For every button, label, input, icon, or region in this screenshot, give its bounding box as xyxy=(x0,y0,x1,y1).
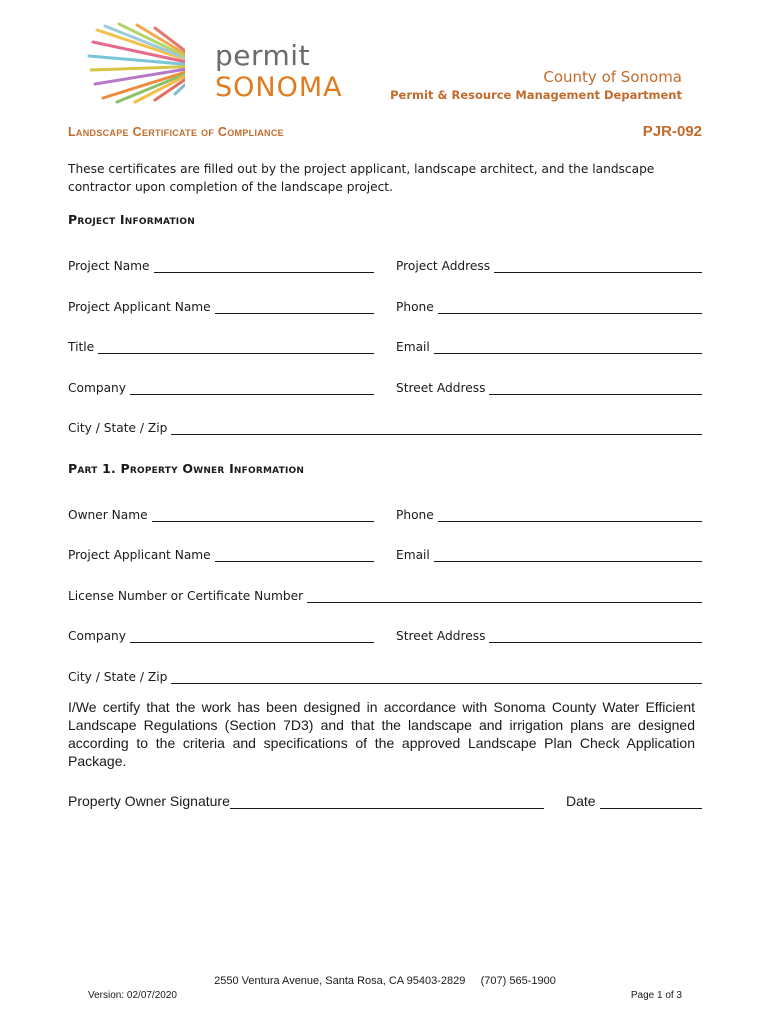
owner-company-input-line[interactable] xyxy=(130,629,374,643)
company-input-line[interactable] xyxy=(130,381,374,395)
email-field[interactable] xyxy=(396,336,702,354)
title-label: Title xyxy=(68,340,95,354)
owner-company-field[interactable] xyxy=(68,625,374,643)
license-number-label: License Number or Certificate Number xyxy=(68,589,304,603)
project-address-field[interactable] xyxy=(396,255,702,273)
owner-company-label: Company xyxy=(68,629,126,643)
logo-sonoma-text: SONOMA xyxy=(215,72,343,103)
section-part1-owner-information: Part 1. Property Owner Information xyxy=(68,461,305,476)
footer-address: 2550 Ventura Avenue, Santa Rosa, CA 95403-2829 (707) 565-1900 xyxy=(214,975,556,987)
phone-label: Phone xyxy=(396,300,434,314)
project-name-field[interactable] xyxy=(68,255,374,273)
department-name: Permit & Resource Management Department xyxy=(390,88,682,102)
phone-input-line[interactable] xyxy=(438,300,702,314)
street-address-input-line[interactable] xyxy=(489,381,702,395)
owner-applicant-name-field[interactable] xyxy=(68,544,374,562)
date-label: Date xyxy=(566,793,596,809)
applicant-name-label: Project Applicant Name xyxy=(68,300,211,314)
owner-email-label: Email xyxy=(396,548,430,562)
owner-applicant-name-label: Project Applicant Name xyxy=(68,548,211,562)
owner-phone-field[interactable] xyxy=(396,504,702,522)
logo-permit-text: permit xyxy=(215,39,311,72)
owner-email-field[interactable] xyxy=(396,544,702,562)
company-field[interactable] xyxy=(68,377,374,395)
owner-name-label: Owner Name xyxy=(68,508,148,522)
intro-text: These certificates are filled out by the project applicant, landscape architect, and the landscape contractor upon completion of the landscape project. xyxy=(68,162,655,194)
form-title: Landscape Certificate of Compliance xyxy=(68,125,284,139)
owner-signature-label: Property Owner Signature xyxy=(68,793,230,809)
project-address-input-line[interactable] xyxy=(494,259,702,273)
company-label: Company xyxy=(68,381,126,395)
owner-street-address-input-line[interactable] xyxy=(489,629,702,643)
owner-phone-input-line[interactable] xyxy=(438,508,702,522)
certification-statement: I/We certify that the work has been designed in accordance with Sonoma County Water Efficient Landscape Regulations (Section 7D3) and that the landscape and irrigation plans are designed according to the criteria and specifications of the approved Landscape Plan Check Application Package. xyxy=(68,699,695,769)
phone-field[interactable] xyxy=(396,296,702,314)
project-name-input-line[interactable] xyxy=(154,259,374,273)
owner-name-input-line[interactable] xyxy=(152,508,374,522)
date-input-line[interactable] xyxy=(600,794,702,809)
title-field[interactable] xyxy=(68,336,374,354)
city-state-zip-field[interactable] xyxy=(68,417,702,435)
footer-page-number: Page 1 of 3 xyxy=(630,990,682,1001)
email-label: Email xyxy=(396,340,430,354)
applicant-name-input-line[interactable] xyxy=(215,300,374,314)
date-field[interactable] xyxy=(566,789,702,809)
applicant-name-field[interactable] xyxy=(68,296,374,314)
owner-phone-label: Phone xyxy=(396,508,434,522)
owner-city-state-zip-field[interactable] xyxy=(68,666,702,684)
street-address-label: Street Address xyxy=(396,381,486,395)
form-code: PJR-092 xyxy=(642,123,702,140)
owner-street-address-field[interactable] xyxy=(396,625,702,643)
owner-name-field[interactable] xyxy=(68,504,374,522)
license-number-input-line[interactable] xyxy=(307,589,702,603)
license-number-field[interactable] xyxy=(68,585,702,603)
project-address-label: Project Address xyxy=(396,259,491,273)
owner-signature-field[interactable] xyxy=(68,789,544,809)
footer-version: Version: 02/07/2020 xyxy=(88,990,177,1001)
owner-signature-input-line[interactable] xyxy=(230,794,544,809)
section-project-information: Project Information xyxy=(68,212,195,227)
street-address-field[interactable] xyxy=(396,377,702,395)
county-name: County of Sonoma xyxy=(543,68,682,86)
title-input-line[interactable] xyxy=(98,340,374,354)
owner-city-state-zip-input-line[interactable] xyxy=(171,670,702,684)
owner-email-input-line[interactable] xyxy=(434,548,702,562)
city-state-zip-label: City / State / Zip xyxy=(68,421,168,435)
project-name-label: Project Name xyxy=(68,259,150,273)
owner-city-state-zip-label: City / State / Zip xyxy=(68,670,168,684)
city-state-zip-input-line[interactable] xyxy=(171,421,702,435)
owner-street-address-label: Street Address xyxy=(396,629,486,643)
email-input-line[interactable] xyxy=(434,340,702,354)
owner-applicant-name-input-line[interactable] xyxy=(215,548,374,562)
